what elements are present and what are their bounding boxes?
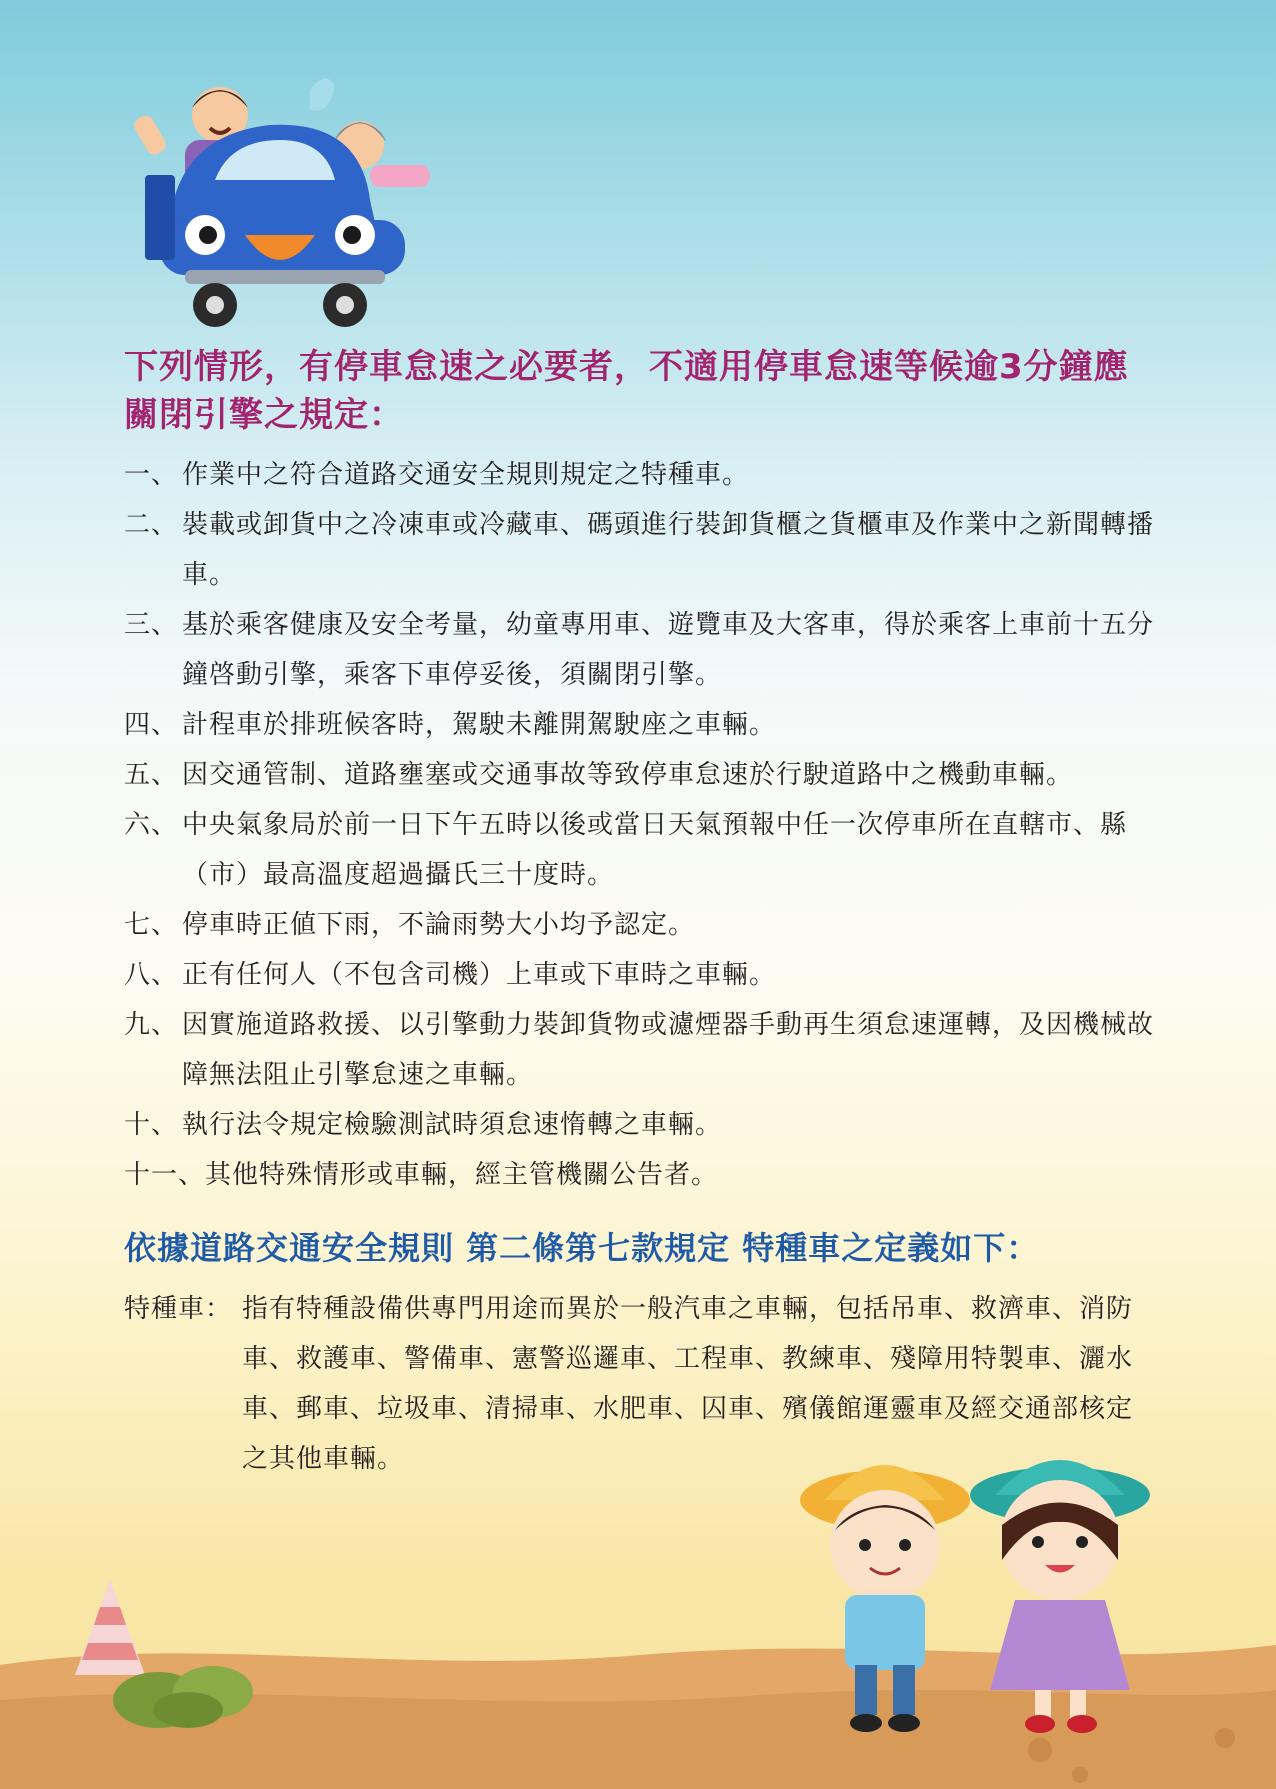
item-text: 因交通管制、道路壅塞或交通事故等致停車怠速於行駛道路中之機動車輛。 <box>182 760 1074 790</box>
item-number: 十一、 <box>124 1160 206 1190</box>
list-item <box>124 1100 1154 1150</box>
list-item <box>124 900 1154 950</box>
car-family-illustration <box>130 70 490 340</box>
item-text: 停車時正値下雨，不論雨勢大小均予認定。 <box>182 910 696 940</box>
item-number: 九、 <box>124 1010 179 1040</box>
definition-text: 指有特種設備供專門用途而異於一般汽車之車輛，包括吊車、救濟車、消防車、救護車、警備車、憲警巡邏車、工程車、教練車、殘障用特製車、灑水車、郵車、垃圾車、清掃車、水肥車、囚車、殯儀館運靈車及經交通部核定之其他車輛。 <box>242 1294 1134 1474</box>
item-text: 中央氣象局於前一日下午五時以後或當日天氣預報中任一次停車所在直轄市、縣（市）最高溫度超過攝氏三十度時。 <box>182 810 1128 890</box>
special-vehicle-definition <box>124 1284 1154 1484</box>
list-item <box>124 950 1154 1000</box>
item-text: 正有任何人（不包含司機）上車或下車時之車輛。 <box>182 960 777 990</box>
item-number: 六、 <box>124 810 179 840</box>
item-text: 基於乘客健康及安全考量，幼童專用車、遊覽車及大客車，得於乘客上車前十五分鐘啓動引擎，乘客下車停妥後，須關閉引擎。 <box>182 610 1155 690</box>
special-vehicle-heading: 依據道路交通安全規則 第二條第七款規定 特種車之定義如下： <box>124 1229 1040 1267</box>
list-item <box>124 750 1154 800</box>
list-item <box>124 800 1154 900</box>
children-illustration <box>790 1440 1190 1740</box>
item-text: 計程車於排班候客時，駕駛未離開駕駛座之車輛。 <box>182 710 777 740</box>
item-number: 五、 <box>124 760 179 790</box>
item-text: 其他特殊情形或車輛，經主管機關公告者。 <box>205 1160 719 1190</box>
exemptions-heading: 下列情形，有停車怠速之必要者，不適用停車怠速等候逾3分鐘應關閉引擎之規定： <box>124 347 1129 435</box>
list-item <box>124 450 1154 500</box>
bush-icon <box>108 1650 268 1730</box>
item-text: 執行法令規定檢驗測試時須怠速惰轉之車輛。 <box>182 1110 723 1140</box>
list-item <box>124 1150 1154 1200</box>
item-number: 八、 <box>124 960 179 990</box>
item-number: 二、 <box>124 510 179 540</box>
definition-term: 特種車： <box>124 1294 233 1324</box>
list-item <box>124 500 1154 600</box>
list-item <box>124 600 1154 700</box>
item-number: 四、 <box>124 710 179 740</box>
item-text: 裝載或卸貨中之冷凍車或冷藏車、碼頭進行裝卸貨櫃之貨櫃車及作業中之新聞轉播車。 <box>182 510 1155 590</box>
item-text: 作業中之符合道路交通安全規則規定之特種車。 <box>182 460 750 490</box>
item-text: 因實施道路救援、以引擎動力裝卸貨物或濾煙器手動再生須怠速運轉，及因機械故障無法阻止引擎怠速之車輛。 <box>182 1010 1155 1090</box>
exemptions-list <box>124 450 1154 1200</box>
item-number: 七、 <box>124 910 179 940</box>
item-number: 十、 <box>124 1110 179 1140</box>
list-item <box>124 700 1154 750</box>
list-item <box>124 1000 1154 1100</box>
item-number: 一、 <box>124 460 179 490</box>
item-number: 三、 <box>124 610 179 640</box>
